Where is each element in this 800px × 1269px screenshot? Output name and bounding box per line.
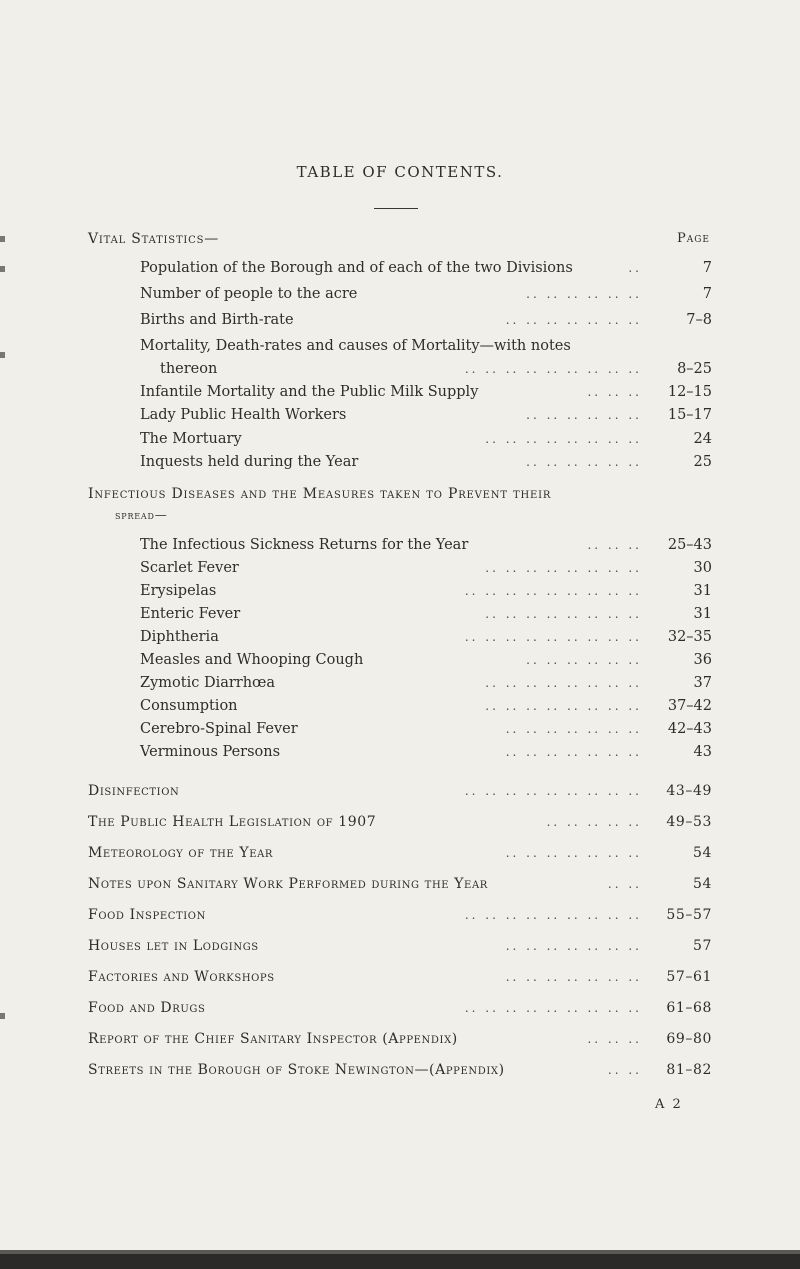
toc-entry[interactable] <box>140 718 712 740</box>
leader-dots: .. .. .. .. .. .. .. .. .. <box>464 1001 642 1015</box>
toc-entry[interactable] <box>140 603 712 625</box>
toc-entry-continuation[interactable] <box>140 358 712 380</box>
toc-entry-page: 57–61 <box>666 969 712 985</box>
toc-entry-label: Lady Public Health Workers <box>140 407 347 423</box>
toc-entry-main[interactable] <box>88 904 712 926</box>
toc-entry-page: 31 <box>693 583 712 599</box>
toc-entry[interactable] <box>140 381 712 403</box>
toc-entry-label: Consumption <box>140 698 238 714</box>
toc-entry-page: 31 <box>693 606 712 622</box>
toc-entry[interactable] <box>140 534 712 556</box>
section-heading-infectious-diseases-cont: spread— <box>115 508 168 522</box>
toc-entry-main[interactable] <box>88 873 712 895</box>
toc-entry-label: Number of people to the acre <box>140 286 358 302</box>
toc-entry-label: Inquests held during the Year <box>140 454 359 470</box>
toc-entry[interactable] <box>140 557 712 579</box>
leader-dots: .. .. .. .. .. .. .. .. <box>485 676 642 690</box>
toc-entry-page: 55–57 <box>666 907 712 923</box>
toc-entry-page: 69–80 <box>666 1031 712 1047</box>
toc-entry[interactable] <box>140 649 712 671</box>
toc-entry-label: The Infectious Sickness Returns for the Year <box>140 537 469 553</box>
toc-entry-page: 30 <box>693 560 712 576</box>
toc-entry-main[interactable] <box>88 842 712 864</box>
toc-entry[interactable] <box>140 404 712 426</box>
leader-dots: .. .. <box>607 1063 642 1077</box>
toc-entry-page: 37–42 <box>667 698 712 714</box>
toc-entry-page: 25 <box>693 454 712 470</box>
toc-entry-main[interactable] <box>88 966 712 988</box>
leader-dots: .. .. .. .. .. .. .. .. .. <box>464 908 642 922</box>
page-title: TABLE OF CONTENTS. <box>296 163 504 181</box>
toc-entry-page: 24 <box>693 431 712 447</box>
toc-entry-main[interactable] <box>88 935 712 957</box>
edge-mark <box>0 236 5 242</box>
edge-mark <box>0 266 5 272</box>
toc-entry-label: Population of the Borough and of each of the two Divisions <box>140 260 573 276</box>
leader-dots: .. .. .. <box>587 1032 642 1046</box>
toc-entry-page: 7 <box>702 286 712 302</box>
leader-dots: .. .. .. .. .. .. .. <box>505 313 642 327</box>
toc-entry-label: Cerebro-Spinal Fever <box>140 721 298 737</box>
scan-bottom-band <box>0 1250 800 1269</box>
toc-entry-page: 37 <box>693 675 712 691</box>
toc-entry-label: Houses let in Lodgings <box>88 938 259 954</box>
toc-entry[interactable] <box>140 672 712 694</box>
toc-entry-main[interactable] <box>88 780 712 802</box>
toc-entry-label: Food and Drugs <box>88 1000 206 1016</box>
leader-dots: .. .. .. .. .. .. .. <box>505 970 642 984</box>
toc-entry-page: 12–15 <box>667 384 712 400</box>
page-column-label: Page <box>676 231 710 246</box>
leader-dots: .. .. .. .. .. .. <box>526 455 642 469</box>
leader-dots: .. .. .. .. .. .. .. <box>505 939 642 953</box>
toc-entry-label: Notes upon Sanitary Work Performed during the Year <box>88 876 488 892</box>
toc-entry-label: Erysipelas <box>140 583 217 599</box>
leader-dots: .. .. .. .. .. .. .. <box>505 745 642 759</box>
leader-dots: .. .. .. .. .. .. .. <box>505 722 642 736</box>
leader-dots: .. .. .. .. .. .. .. <box>505 846 642 860</box>
leader-dots: .. .. .. <box>587 538 642 552</box>
toc-entry-page: 36 <box>693 652 712 668</box>
toc-entry[interactable] <box>140 741 712 763</box>
signature-mark: A 2 <box>655 1097 683 1112</box>
toc-entry-label: Enteric Fever <box>140 606 241 622</box>
toc-entry-page: 43–49 <box>666 783 712 799</box>
toc-entry-label: Meteorology of the Year <box>88 845 274 861</box>
toc-entry-page: 54 <box>692 876 712 892</box>
toc-entry-page: 8–25 <box>677 361 712 377</box>
toc-entry-label: Scarlet Fever <box>140 560 239 576</box>
toc-entry-label: Streets in the Borough of Stoke Newington—(Appendix) <box>88 1062 505 1078</box>
toc-entry-label: Mortality, Death-rates and causes of Mortality—with notes <box>140 338 571 354</box>
toc-entry-page: 7–8 <box>686 312 712 328</box>
leader-dots: .. .. .. .. .. .. <box>526 287 642 301</box>
leader-dots: .. .. .. .. .. .. <box>526 653 642 667</box>
toc-entry-label: thereon <box>160 361 218 377</box>
toc-entry-page: 42–43 <box>667 721 712 737</box>
toc-entry-label: The Mortuary <box>140 431 242 447</box>
toc-entry-page: 7 <box>702 260 712 276</box>
leader-dots: .. .. .. .. .. .. .. .. <box>485 607 642 621</box>
toc-entry[interactable] <box>140 257 712 279</box>
leader-dots: .. .. .. .. .. .. .. .. <box>485 699 642 713</box>
toc-entry-label: Diphtheria <box>140 629 219 645</box>
toc-entry-main[interactable] <box>88 811 712 833</box>
leader-dots: .. .. .. .. .. .. .. .. .. <box>464 362 642 376</box>
toc-entry-label: Births and Birth-rate <box>140 312 294 328</box>
toc-entry-label: Measles and Whooping Cough <box>140 652 364 668</box>
leader-dots: .. .. .. .. .. .. .. .. <box>485 432 642 446</box>
leader-dots: .. .. .. .. .. .. <box>526 408 642 422</box>
leader-dots: .. .. .. .. .. .. .. .. .. <box>464 784 642 798</box>
leader-dots: .. .. .. .. .. .. .. .. .. <box>464 584 642 598</box>
toc-entry-label: Disinfection <box>88 783 180 799</box>
leader-dots: .. .. .. .. .. .. .. .. <box>485 561 642 575</box>
leader-dots: .. <box>628 261 642 275</box>
toc-entry-page: 49–53 <box>666 814 712 830</box>
toc-entry-main[interactable] <box>88 1028 712 1050</box>
toc-entry-label: The Public Health Legislation of 1907 <box>88 814 377 830</box>
toc-entry[interactable] <box>140 428 712 450</box>
toc-entry-label: Food Inspection <box>88 907 206 923</box>
leader-dots: .. .. .. .. .. <box>546 815 642 829</box>
edge-mark <box>0 352 5 358</box>
toc-entry-label: Verminous Persons <box>140 744 281 760</box>
section-heading-vital-statistics: Vital Statistics— <box>88 231 220 247</box>
edge-mark <box>0 1013 5 1019</box>
toc-entry[interactable] <box>140 580 712 602</box>
toc-entry[interactable] <box>140 626 712 648</box>
toc-entry-label: Factories and Workshops <box>88 969 275 985</box>
toc-entry[interactable] <box>140 283 712 305</box>
title-rule <box>374 208 418 209</box>
toc-entry[interactable] <box>140 451 712 473</box>
toc-entry-page: 61–68 <box>666 1000 712 1016</box>
toc-entry-page: 57 <box>692 938 712 954</box>
toc-entry[interactable] <box>140 335 712 357</box>
toc-entry-page: 81–82 <box>666 1062 712 1078</box>
toc-entry-page: 25–43 <box>667 537 712 553</box>
toc-entry-label: Infantile Mortality and the Public Milk Supply <box>140 384 479 400</box>
toc-entry-page: 32–35 <box>667 629 712 645</box>
toc-entry-label: Zymotic Diarrhœa <box>140 675 276 691</box>
leader-dots: .. .. .. <box>587 385 642 399</box>
leader-dots: .. .. .. .. .. .. .. .. .. <box>464 630 642 644</box>
toc-entry[interactable] <box>140 695 712 717</box>
toc-entry-page: 15–17 <box>667 407 712 423</box>
leader-dots: .. .. <box>607 877 642 891</box>
section-heading-infectious-diseases: Infectious Diseases and the Measures taken to Prevent their <box>88 486 552 502</box>
toc-entry[interactable] <box>140 309 712 331</box>
toc-entry-label: Report of the Chief Sanitary Inspector (Appendix) <box>88 1031 458 1047</box>
toc-entry-page: 54 <box>692 845 712 861</box>
toc-entry-main[interactable] <box>88 1059 712 1081</box>
toc-entry-main[interactable] <box>88 997 712 1019</box>
toc-entry-page: 43 <box>693 744 712 760</box>
